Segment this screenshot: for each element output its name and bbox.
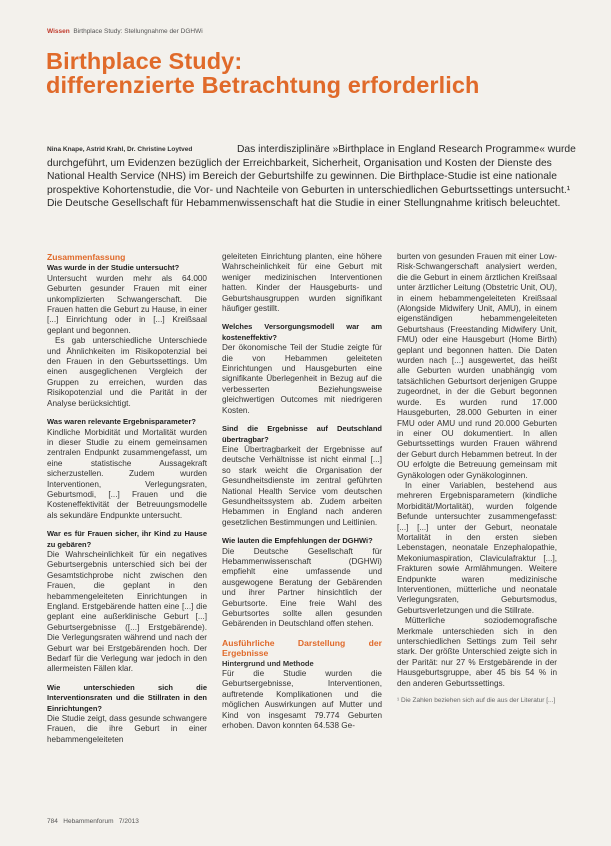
journal-name: Hebammenforum <box>63 818 114 825</box>
intro-text: Das interdisziplinäre »Birthplace in England Research Programme« wurde durchgeführt, um Evidenzen bezüglich der Erreichbarkeit, Sicherheit, Organisation und Kosten der Dienste des National Health Service (NHS) im Bereich der Geburtshilfe zu gewinnen. Die Birthplace-Studie ist eine nationale prospektive Kohortenstudie, die Vor- und Nachteile von Geburten in unterschiedlichen Geburtssettings untersucht.¹ Die Deutsche Gesellschaft für Hebammenwissenschaft hat die Studie in einer Stellungnahme kritisch beleuchtet. <box>47 144 576 209</box>
running-header <box>47 28 203 35</box>
footnote: ¹ Die Zahlen beziehen sich auf die aus der Literatur [...] <box>397 697 556 705</box>
paragraph: Untersucht wurden mehr als 64.000 Geburten gesunder Frauen mit einer unkomplizierten Schwangerschaft. Die Frauen hatten die Geburt zu Hause, in einer [...] Einrichtung oder in [...] Kreißsaal geplant und begonnen. <box>47 273 207 335</box>
paragraph: Die Studie zeigt, dass gesunde schwangere Frauen, die ihre Geburt in einer hebammengeleiteten <box>47 714 207 744</box>
paragraph: Die Deutsche Gesellschaft für Hebammenwissenschaft (DGHWi) empfiehlt eine umfassende und ausgewogene Beratung der Gebärenden und ihrer Partner hinsichtlich der Geburtsorte. Eine freie Wahl des Geburtsortes sollte allen gesunden Gebärenden in Deutschland offen stehen. <box>222 546 382 629</box>
authors: Nina Knape, Astrid Krahl, Dr. Christine Loytved <box>47 146 193 153</box>
question-heading: Welches Versorgungsmodell war am kosteneffektiv? <box>222 322 382 342</box>
paragraph: Eine Übertragbarkeit der Ergebnisse auf deutsche Verhältnisse ist nicht einmal [...] so stark weicht die Organisation der Gesundheitsdienste im zentral geführten National Health Service vom deutschen Gesundheitssystem ab. Zudem arbeiten Hebammen in England nach anderen gesetzlichen Bestimmungen und Leitlinien. <box>222 444 382 527</box>
paragraph: Mütterliche soziodemografische Merkmale unterschieden sich in den unterschiedlichen Settings zum Teil sehr stark. Der größte Unterschied zeigte sich in der Parität: nur 27 % Erstgebärende in der Hausgeburtsgruppe, aber 45 bis 54 % in den anderen Geburtssettings. <box>397 616 557 688</box>
page-number: 784 <box>47 818 58 825</box>
column-3 <box>397 252 557 705</box>
question-heading: Sind die Ergebnisse auf Deutschland übertragbar? <box>222 424 382 444</box>
journal-issue: 7/2013 <box>118 818 139 825</box>
paragraph: In einer Variablen, bestehend aus mehreren Ergebnisparametern (kindliche Morbidität/Mortalität), wurden folgende Befunde untersuchter zusammengefasst: [...] [...] unter der Geburt, neonatale Mortalität in den ersten sieben Lebenstagen, neonatale Enzephalopathie, Mekoniumaspiration, Claviculafraktur [...], Frakturen sowie Armlähmungen. Weitere Endpunkte waren medizinische Interventionen, mütterliche und neonatale Verlegungsraten, Geburtsmodus, Geburtsverletzungen und die Stillrate. <box>397 480 557 615</box>
subsection-heading: Hintergrund und Methode <box>222 658 314 668</box>
question-heading: War es für Frauen sicher, ihr Kind zu Hause zu gebären? <box>47 529 207 549</box>
paragraph: Für die Studie wurden die Geburtsergebnisse, Interventionen, auftretende Komplikationen und die möglichen Auswirkungen auf Mutter und Kind von insgesamt 79.774 Geburten erhoben. Davon konnten 64.538 Ge- <box>222 669 382 731</box>
paragraph: burten von gesunden Frauen mit einer Low-Risk-Schwangerschaft analysiert werden, die die Geburt in einem ärztlichen Kreißsaal unter ärztlicher Leitung (Obstetric Unit, OU), in einem hebammengeleiteten Kreißsaal (Alongside Midwifery Unit, AMU), in einem eigenständigen hebammengeleiteten Geburtshaus (Freestanding Midwifery Unit, FMU) oder eine Hausgeburt (Home Birth) geplant und begonnen hatten. Die Daten wurden nach [...] ausgewertet, das heißt alle Geburten wurden unabhängig vom tatsächlichen Geburtsort derjenigen Gruppe zugeordnet, in der die Geburt begonnen wurde. Es wurden rund 17.000 Hausgeburten, 28.000 Geburten in einer FMU oder AMU und rund 20.000 Geburten in einer OU dokumentiert. In allen Geburtssettings wurden Frauen während der Geburt durch Hebammen betreut. In der OU erfolgte die Betreuung gemeinsam mit Gynäkologen oder Gynäkologinnen. <box>397 252 557 480</box>
paragraph: geleiteten Einrichtung planten, eine höhere Wahrscheinlichkeit für eine Geburt mit weniger medizinischen Interventionen hatten. Kinder der Hausgeburts- und Geburtshausgruppen wurden signifikant häufiger gestillt. <box>222 252 382 314</box>
question-heading: Was waren relevante Ergebnisparameter? <box>47 417 196 427</box>
column-1 <box>47 252 207 745</box>
article-title <box>46 49 566 97</box>
paragraph: Es gab unterschiedliche Unterschiede und Ähnlichkeiten im Risikopotenzial bei den Frauen in den Geburtssettings. Um einen ausgeglichenen Vergleich der Gruppen zu erreichen, wurden das Risikopotenzial und die Parität in der Analyse berücksichtigt. <box>47 336 207 408</box>
paragraph: Der ökonomische Teil der Studie zeigte für die von Hebammen geleiteten Einrichtungen und Hausgeburten eine signifikante Überlegenheit in Bezug auf die verbesserten Beziehungsweise gleichwertigen Outcomes mit niedrigeren Kosten. <box>222 343 382 415</box>
question-heading: Was wurde in der Studie untersucht? <box>47 263 180 273</box>
title-line-1: Birthplace Study: <box>46 48 243 74</box>
section-topic: Birthplace Study: Stellungnahme der DGHWi <box>73 28 203 35</box>
section-heading: Zusammenfassung <box>47 252 126 262</box>
question-heading: Wie lauten die Empfehlungen der DGHWi? <box>222 536 373 546</box>
title-line-2: differenzierte Betrachtung erforderlich <box>46 72 480 98</box>
column-2 <box>222 252 382 731</box>
paragraph: Kindliche Morbidität und Mortalität wurden in dieser Studie zu einem gemeinsamen zentralen Endpunkt zusammengefasst, um eine statistische Aussagekraft sicherzustellen. Zudem wurden Interventionen, Verlegungsraten, Geburtsmodi, [...] Frauen und die Kosteneffektivität der Betreuungsmodelle als sekundäre Endpunkte untersucht. <box>47 427 207 520</box>
question-heading: Wie unterschieden sich die Interventionsraten und die Stillraten in den Einrichtungen? <box>47 682 207 713</box>
paragraph: Die Wahrscheinlichkeit für ein negatives Geburtsergebnis unterschied sich bei der Gesamtstichprobe nicht zwischen den Frauen, die geplant in den hebammengeleiteten Einrichtungen in England. Erstgebärende hatten eine [...] die geplant eine außerklinische Geburt [...] Geburtsergebnisse ([...] Erstgebärende). Die Verlegungsraten während und nach der Geburt war bei Erstgebärenden hoch. Der Bedarf für die Verlegung war jedoch in den allermeisten Fällen klar. <box>47 549 207 674</box>
page-footer <box>47 818 139 825</box>
section-heading: Ausführliche Darstellung der Ergebnisse <box>222 637 382 659</box>
section-label: Wissen <box>47 28 70 35</box>
